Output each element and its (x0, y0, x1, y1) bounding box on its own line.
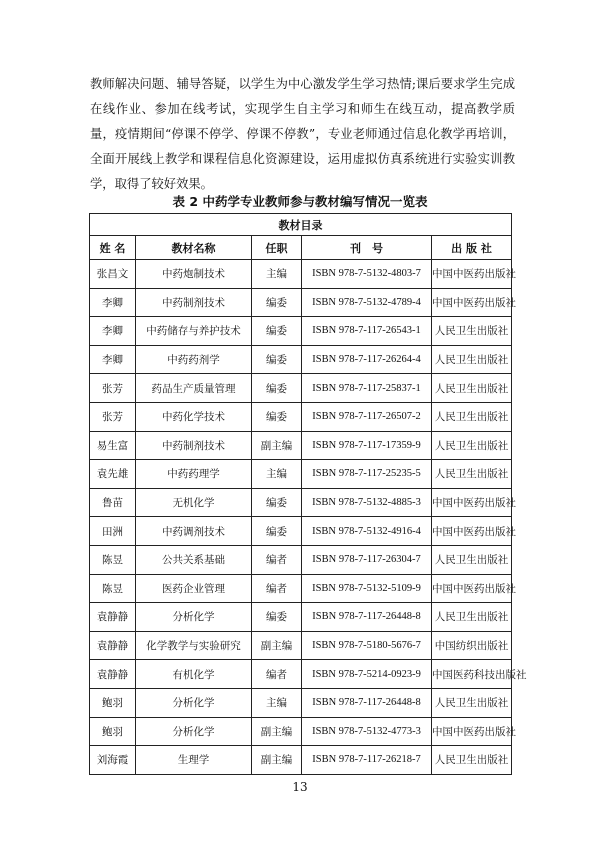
table-row (90, 603, 512, 632)
cell-role: 编者 (252, 574, 302, 603)
cell-role: 主编 (252, 260, 302, 289)
cell-role: 主编 (252, 460, 302, 489)
header-publisher: 出 版 社 (432, 236, 512, 260)
cell-publisher: 人民卫生出版社 (432, 317, 512, 346)
cell-role: 编委 (252, 374, 302, 403)
cell-name: 李卿 (90, 288, 136, 317)
cell-textbook: 公共关系基础 (136, 545, 252, 574)
cell-textbook: 中药调剂技术 (136, 517, 252, 546)
cell-isbn: ISBN 978-7-117-26507-2 (302, 402, 432, 431)
cell-name: 袁静静 (90, 631, 136, 660)
cell-role: 编委 (252, 488, 302, 517)
cell-publisher: 中国中医药出版社 (432, 717, 512, 746)
cell-textbook: 药品生产质量管理 (136, 374, 252, 403)
table-row (90, 574, 512, 603)
cell-publisher: 人民卫生出版社 (432, 345, 512, 374)
cell-publisher: 人民卫生出版社 (432, 402, 512, 431)
cell-role: 编委 (252, 317, 302, 346)
cell-name: 袁先雄 (90, 460, 136, 489)
table-title-row (90, 214, 512, 236)
table-row (90, 317, 512, 346)
cell-isbn: ISBN 978-7-117-26264-4 (302, 345, 432, 374)
cell-role: 副主编 (252, 717, 302, 746)
table-row (90, 345, 512, 374)
cell-name: 陈昱 (90, 574, 136, 603)
table-row (90, 631, 512, 660)
cell-name: 鲍羽 (90, 688, 136, 717)
cell-isbn: ISBN 978-7-117-26448-8 (302, 688, 432, 717)
cell-textbook: 生理学 (136, 746, 252, 775)
cell-isbn: ISBN 978-7-5132-5109-9 (302, 574, 432, 603)
table-row (90, 374, 512, 403)
cell-role: 编委 (252, 603, 302, 632)
table-header-row (90, 236, 512, 260)
cell-isbn: ISBN 978-7-117-25837-1 (302, 374, 432, 403)
cell-name: 袁静静 (90, 660, 136, 689)
cell-isbn: ISBN 978-7-5132-4885-3 (302, 488, 432, 517)
cell-publisher: 中国中医药出版社 (432, 574, 512, 603)
cell-textbook: 中药储存与养护技术 (136, 317, 252, 346)
cell-textbook: 医药企业管理 (136, 574, 252, 603)
cell-publisher: 人民卫生出版社 (432, 374, 512, 403)
cell-role: 编委 (252, 345, 302, 374)
cell-name: 易生富 (90, 431, 136, 460)
cell-textbook: 分析化学 (136, 717, 252, 746)
header-role: 任职 (252, 236, 302, 260)
cell-isbn: ISBN 978-7-117-17359-9 (302, 431, 432, 460)
cell-textbook: 中药药剂学 (136, 345, 252, 374)
cell-isbn: ISBN 978-7-117-26218-7 (302, 746, 432, 775)
cell-publisher: 人民卫生出版社 (432, 746, 512, 775)
table-row (90, 717, 512, 746)
cell-textbook: 中药药理学 (136, 460, 252, 489)
body-paragraph: 教师解决问题、辅导答疑，以学生为中心激发学生学习热情;课后要求学生完成在线作业、参加在线考试，实现学生自主学习和师生在线互动，提高教学质量，疫情期间“停课不停学、停课不停教”，专业老师通过信息化教学再培训，全面开展线上教学和课程信息化资源建设，运用虚拟仿真系统进行实验实训教学，取得了较好效果。 (90, 77, 515, 191)
cell-publisher: 中国中医药出版社 (432, 288, 512, 317)
cell-publisher: 中国纺织出版社 (432, 631, 512, 660)
cell-textbook: 化学教学与实验研究 (136, 631, 252, 660)
table-row (90, 545, 512, 574)
cell-role: 副主编 (252, 746, 302, 775)
cell-textbook: 中药制剂技术 (136, 288, 252, 317)
cell-role: 副主编 (252, 631, 302, 660)
cell-name: 张昌文 (90, 260, 136, 289)
cell-isbn: ISBN 978-7-117-26543-1 (302, 317, 432, 346)
table-row (90, 517, 512, 546)
textbook-table (89, 213, 527, 775)
cell-isbn: ISBN 978-7-5132-4803-7 (302, 260, 432, 289)
cell-publisher: 人民卫生出版社 (432, 688, 512, 717)
cell-isbn: ISBN 978-7-117-26448-8 (302, 603, 432, 632)
table-row (90, 260, 512, 289)
table-row (90, 660, 512, 689)
page-number: 13 (292, 780, 308, 794)
header-textbook: 教材名称 (136, 236, 252, 260)
table-row (90, 488, 512, 517)
cell-isbn: ISBN 978-7-5132-4916-4 (302, 517, 432, 546)
cell-publisher: 中国中医药出版社 (432, 488, 512, 517)
cell-role: 编委 (252, 517, 302, 546)
cell-name: 李卿 (90, 317, 136, 346)
cell-publisher: 中国医药科技出版社 (432, 660, 512, 689)
table-title: 教材目录 (90, 214, 512, 236)
table-row (90, 460, 512, 489)
cell-publisher: 人民卫生出版社 (432, 431, 512, 460)
cell-textbook: 分析化学 (136, 688, 252, 717)
cell-role: 编者 (252, 660, 302, 689)
cell-name: 鲁苗 (90, 488, 136, 517)
cell-role: 编者 (252, 545, 302, 574)
cell-name: 鲍羽 (90, 717, 136, 746)
cell-role: 副主编 (252, 431, 302, 460)
cell-textbook: 中药制剂技术 (136, 431, 252, 460)
header-name: 姓 名 (90, 236, 136, 260)
cell-name: 袁静静 (90, 603, 136, 632)
table-row (90, 402, 512, 431)
cell-isbn: ISBN 978-7-5132-4773-3 (302, 717, 432, 746)
cell-publisher: 人民卫生出版社 (432, 603, 512, 632)
cell-textbook: 有机化学 (136, 660, 252, 689)
cell-name: 陈昱 (90, 545, 136, 574)
cell-publisher: 人民卫生出版社 (432, 460, 512, 489)
cell-name: 刘海霞 (90, 746, 136, 775)
header-isbn: 刊 号 (302, 236, 432, 260)
cell-name: 田洲 (90, 517, 136, 546)
cell-textbook: 中药炮制技术 (136, 260, 252, 289)
table-row (90, 688, 512, 717)
cell-publisher: 中国中医药出版社 (432, 260, 512, 289)
cell-publisher: 人民卫生出版社 (432, 545, 512, 574)
cell-isbn: ISBN 978-7-117-25235-5 (302, 460, 432, 489)
cell-publisher: 中国中医药出版社 (432, 517, 512, 546)
cell-isbn: ISBN 978-7-5180-5676-7 (302, 631, 432, 660)
cell-isbn: ISBN 978-7-117-26304-7 (302, 545, 432, 574)
cell-role: 编委 (252, 402, 302, 431)
cell-isbn: ISBN 978-7-5132-4789-4 (302, 288, 432, 317)
cell-role: 主编 (252, 688, 302, 717)
cell-textbook: 分析化学 (136, 603, 252, 632)
table-row (90, 288, 512, 317)
cell-name: 李卿 (90, 345, 136, 374)
cell-role: 编委 (252, 288, 302, 317)
cell-name: 张芳 (90, 374, 136, 403)
table-caption: 表 2 中药学专业教师参与教材编写情况一览表 (172, 194, 428, 209)
cell-textbook: 无机化学 (136, 488, 252, 517)
table-row (90, 746, 512, 775)
cell-textbook: 中药化学技术 (136, 402, 252, 431)
cell-isbn: ISBN 978-7-5214-0923-9 (302, 660, 432, 689)
table-row (90, 431, 512, 460)
cell-name: 张芳 (90, 402, 136, 431)
